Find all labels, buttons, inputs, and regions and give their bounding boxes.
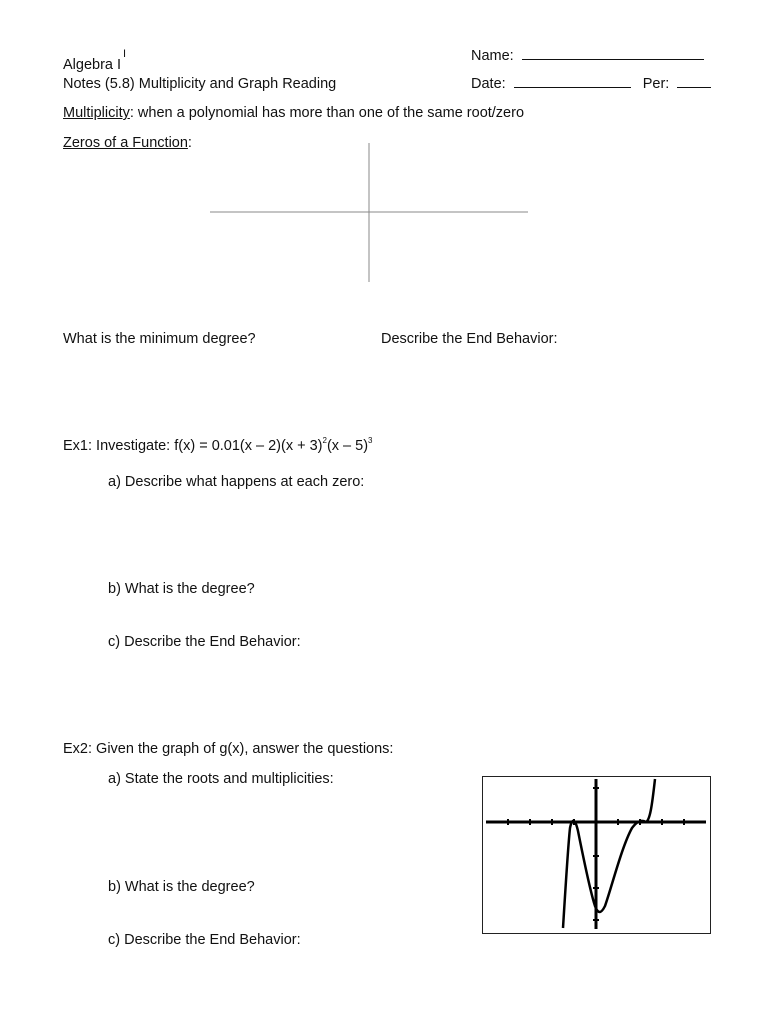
ex2-part-c: c) Describe the End Behavior: xyxy=(108,932,301,948)
multiplicity-term: Multiplicity xyxy=(63,105,130,121)
multiplicity-definition xyxy=(63,106,524,121)
ex1-exponent-1: 2 xyxy=(322,436,327,445)
multiplicity-text: : when a polynomial has more than one of the same root/zero xyxy=(129,105,525,121)
date-field[interactable] xyxy=(471,77,711,92)
ex2-part-a: a) State the roots and multiplicities: xyxy=(108,771,334,787)
course-name: Algebra I xyxy=(63,57,122,73)
per-blank[interactable] xyxy=(677,86,711,88)
ex1-function-start: Ex1: Investigate: f(x) = 0.01(x – 2)(x + 3) xyxy=(63,438,323,454)
zeros-colon: : xyxy=(187,135,192,151)
date-blank[interactable] xyxy=(514,86,631,88)
min-degree-question: What is the minimum degree? xyxy=(63,331,256,347)
name-label: Name: xyxy=(471,48,514,64)
date-label: Date: xyxy=(471,76,506,92)
name-field[interactable] xyxy=(471,49,704,64)
ex1-prompt xyxy=(63,436,373,454)
ex1-part-a: a) Describe what happens at each zero: xyxy=(108,474,365,490)
ex2-part-b: b) What is the degree? xyxy=(108,879,255,895)
course-title xyxy=(63,58,121,73)
end-behavior-question: Describe the End Behavior: xyxy=(381,331,558,347)
blank-axes xyxy=(205,140,535,286)
name-blank[interactable] xyxy=(522,58,704,60)
ex1-part-c: c) Describe the End Behavior: xyxy=(108,634,301,650)
per-label: Per: xyxy=(642,76,670,92)
zeros-term: Zeros of a Function xyxy=(63,135,188,151)
ex1-function-end: (x – 5) xyxy=(326,438,369,454)
graph-g xyxy=(482,776,712,935)
ex1-exponent-2: 3 xyxy=(368,436,373,445)
notes-title: Notes (5.8) Multiplicity and Graph Reading xyxy=(63,76,337,92)
ex2-prompt: Ex2: Given the graph of g(x), answer the questions: xyxy=(63,741,394,757)
ex1-part-b: b) What is the degree? xyxy=(108,581,255,597)
zeros-heading xyxy=(63,136,192,151)
course-mark: I xyxy=(123,48,127,60)
